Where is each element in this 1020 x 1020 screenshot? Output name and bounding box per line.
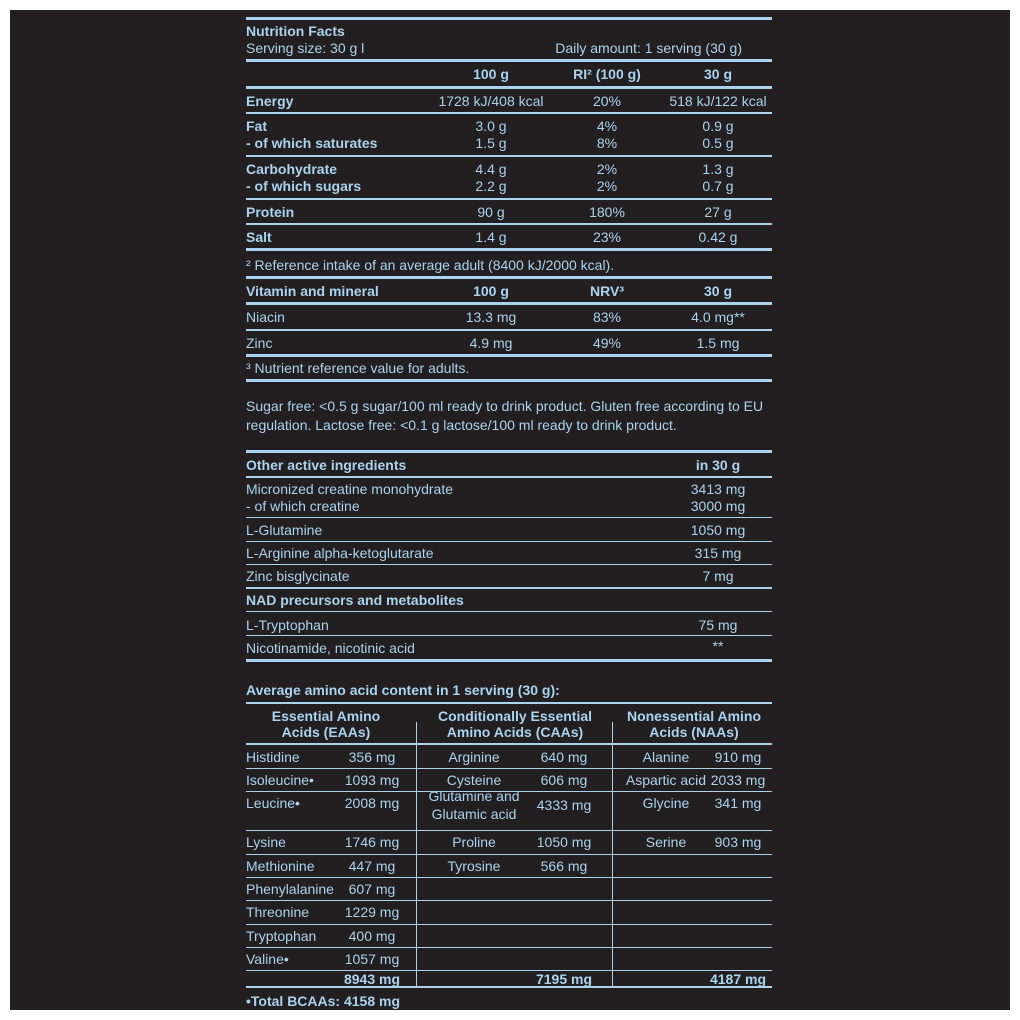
row-carb-30g: 1.3 g <box>702 161 734 177</box>
eaa-name: Leucine• <box>246 795 300 811</box>
nad-header: NAD precursors and metabolites <box>246 592 464 608</box>
row-salt-name: Salt <box>246 229 272 245</box>
rule <box>246 587 772 589</box>
other-ingredients-amount-header: in 30 g <box>695 457 741 473</box>
naa-amount: 2033 mg <box>710 772 766 788</box>
row-salt-ri: 23% <box>592 229 622 245</box>
row-salt-100g: 1.4 g <box>475 229 507 245</box>
vitamin-col-30g: 30 g <box>703 283 732 299</box>
eaa-name: Histidine <box>246 749 300 765</box>
nad-row-amount: 75 mg <box>698 617 738 633</box>
row-carb-100g: 4.4 g <box>475 161 507 177</box>
rule <box>246 329 772 331</box>
nrv-footnote: ³ Nutrient reference value for adults. <box>246 360 470 376</box>
rule <box>246 635 772 636</box>
vitamin-header: Vitamin and mineral <box>246 283 379 299</box>
other-row-amount: 3000 mg <box>690 498 746 514</box>
row-divider <box>246 877 772 878</box>
rule <box>246 59 772 62</box>
top-rule <box>246 17 772 20</box>
nad-row-name: Nicotinamide, nicotinic acid <box>246 640 415 656</box>
caa-name: Cysteine <box>446 772 502 788</box>
eaa-name: Phenylalanine <box>246 881 334 897</box>
rule <box>246 517 772 518</box>
eaa-name: Threonine <box>246 904 310 920</box>
row-fat-100g: 3.0 g <box>475 118 507 134</box>
eaa-name: Lysine <box>246 834 286 850</box>
caa-name: Tyrosine <box>447 858 501 874</box>
row-divider <box>246 900 772 901</box>
row-divider <box>246 924 772 925</box>
other-row-name: - of which creatine <box>246 498 360 514</box>
nad-row-name: L-Tryptophan <box>246 617 329 633</box>
caa-amount: 606 mg <box>540 772 588 788</box>
rule <box>246 541 772 542</box>
caa-header-line1: Conditionally Essential <box>437 708 593 724</box>
row-divider <box>246 947 772 948</box>
vitamin-col-100g: 100 g <box>473 283 509 299</box>
row-fat-ri: 4% <box>596 118 618 134</box>
naa-name: Aspartic acid <box>625 772 707 788</box>
rule <box>246 702 772 704</box>
row-divider <box>246 830 772 831</box>
naa-total: 4187 mg <box>709 971 767 987</box>
rule <box>246 659 772 662</box>
eaa-total: 8943 mg <box>343 971 401 987</box>
row-fat-sub-100g: 1.5 g <box>475 135 507 151</box>
eaa-amount: 1746 mg <box>344 834 400 850</box>
rule <box>246 564 772 565</box>
naa-header-line1: Nonessential Amino <box>626 708 762 724</box>
naa-amount: 903 mg <box>714 834 762 850</box>
row-fat-sub-ri: 8% <box>596 135 618 151</box>
row-protein-30g: 27 g <box>704 204 732 220</box>
row-energy-30g: 518 kJ/122 kcal <box>669 93 767 109</box>
vitamin-row-zinc-100g: 4.9 mg <box>469 335 513 351</box>
row-protein-ri: 180% <box>589 204 625 220</box>
other-row-amount: 315 mg <box>694 545 742 561</box>
eaa-amount: 447 mg <box>348 858 396 874</box>
col-header-ri: RI² (100 g) <box>573 66 641 82</box>
rule <box>246 743 772 745</box>
caa-name-line2: Glutamic acid <box>431 806 517 822</box>
eaa-amount: 356 mg <box>348 749 396 765</box>
other-ingredients-header: Other active ingredients <box>246 457 407 473</box>
ri-footnote: ² Reference intake of an average adult (8400 kJ/2000 kcal). <box>246 257 615 273</box>
eaa-name: Isoleucine• <box>246 772 314 788</box>
col-header-30g: 30 g <box>703 66 732 82</box>
row-carb-sub-100g: 2.2 g <box>475 178 507 194</box>
eaa-header-line2: Acids (EAAs) <box>281 724 371 740</box>
row-carb-sub: - of which sugars <box>246 178 362 194</box>
other-row-name: Micronized creatine monohydrate <box>246 481 453 497</box>
eaa-amount: 1057 mg <box>344 951 400 967</box>
rule <box>246 450 772 453</box>
vitamin-row-niacin-30g: 4.0 mg** <box>691 309 745 325</box>
eaa-amount: 607 mg <box>348 881 396 897</box>
vitamin-row-niacin-nrv: 83% <box>592 309 622 325</box>
eaa-name: Methionine <box>246 858 315 874</box>
rule <box>246 248 772 251</box>
nutrition-facts-title: Nutrition Facts <box>246 23 345 39</box>
row-fat-name: Fat <box>246 118 267 134</box>
caa-header-line2: Amino Acids (CAAs) <box>446 724 584 740</box>
rule <box>246 354 772 357</box>
caa-amount: 640 mg <box>540 749 588 765</box>
eaa-header-line1: Essential Amino <box>271 708 381 724</box>
row-energy-ri: 20% <box>592 93 622 109</box>
eaa-amount: 2008 mg <box>344 795 400 811</box>
caa-total: 7195 mg <box>535 971 593 987</box>
eaa-amount: 400 mg <box>348 928 396 944</box>
nad-row-amount: ** <box>712 638 724 654</box>
naa-name: Alanine <box>642 749 690 765</box>
row-fat-sub-30g: 0.5 g <box>702 135 734 151</box>
rule <box>246 112 772 114</box>
rule <box>246 223 772 225</box>
other-row-name: L-Glutamine <box>246 522 323 538</box>
total-bcaas: •Total BCAAs: 4158 mg <box>246 993 401 1009</box>
vitamin-col-nrv: NRV³ <box>590 283 624 299</box>
rule <box>246 198 772 200</box>
row-divider <box>246 970 772 971</box>
row-divider <box>246 768 772 769</box>
rule <box>246 276 772 279</box>
vitamin-row-niacin-100g: 13.3 mg <box>465 309 517 325</box>
caa-amount: 4333 mg <box>536 797 592 813</box>
caa-amount: 566 mg <box>540 858 588 874</box>
naa-name: Glycine <box>642 795 690 811</box>
rule <box>246 302 772 305</box>
row-carb-ri: 2% <box>596 161 618 177</box>
row-carb-name: Carbohydrate <box>246 161 338 177</box>
caa-name: Arginine <box>448 749 500 765</box>
row-protein-100g: 90 g <box>477 204 505 220</box>
row-fat-sub: - of which saturates <box>246 135 378 151</box>
other-row-name: Zinc bisglycinate <box>246 568 350 584</box>
other-row-amount: 1050 mg <box>690 522 746 538</box>
label-panel <box>10 10 1010 1010</box>
serving-size: Serving size: 30 g l <box>246 40 365 56</box>
rule <box>246 611 772 612</box>
row-carb-sub-30g: 0.7 g <box>702 178 734 194</box>
free-from-note-line1: Sugar free: <0.5 g sugar/100 ml ready to drink product. Gluten free according to EU <box>246 398 764 414</box>
naa-name: Serine <box>645 834 687 850</box>
row-carb-sub-ri: 2% <box>596 178 618 194</box>
rule <box>246 476 772 478</box>
other-row-amount: 7 mg <box>702 568 734 584</box>
amino-title: Average amino acid content in 1 serving (30 g): <box>246 682 560 698</box>
rule <box>246 379 772 382</box>
naa-amount: 341 mg <box>714 795 762 811</box>
naa-amount: 910 mg <box>714 749 762 765</box>
vitamin-row-zinc-nrv: 49% <box>592 335 622 351</box>
row-fat-30g: 0.9 g <box>702 118 734 134</box>
naa-header-line2: Acids (NAAs) <box>649 724 739 740</box>
free-from-note-line2: regulation. Lactose free: <0.1 g lactose/100 ml ready to drink product. <box>246 417 677 433</box>
vitamin-row-zinc-30g: 1.5 mg <box>696 335 740 351</box>
other-row-amount: 3413 mg <box>690 481 746 497</box>
eaa-amount: 1093 mg <box>344 772 400 788</box>
row-salt-30g: 0.42 g <box>698 229 738 245</box>
row-energy-name: Energy <box>246 93 294 109</box>
vitamin-row-niacin-name: Niacin <box>246 309 285 325</box>
column-divider <box>612 722 613 986</box>
caa-name: Glutamine and <box>428 788 520 804</box>
caa-amount: 1050 mg <box>536 834 592 850</box>
vitamin-row-zinc-name: Zinc <box>246 335 273 351</box>
col-header-100g: 100 g <box>473 66 509 82</box>
column-divider <box>416 722 417 986</box>
eaa-name: Tryptophan <box>246 928 317 944</box>
eaa-amount: 1229 mg <box>344 904 400 920</box>
rule <box>246 155 772 157</box>
rule <box>246 986 772 988</box>
row-divider <box>246 854 772 855</box>
caa-name: Proline <box>452 834 496 850</box>
row-protein-name: Protein <box>246 204 295 220</box>
eaa-name: Valine• <box>246 951 289 967</box>
daily-amount: Daily amount: 1 serving (30 g) <box>555 40 742 56</box>
row-energy-100g: 1728 kJ/408 kcal <box>438 93 544 109</box>
other-row-name: L-Arginine alpha-ketoglutarate <box>246 545 434 561</box>
rule <box>246 86 772 89</box>
